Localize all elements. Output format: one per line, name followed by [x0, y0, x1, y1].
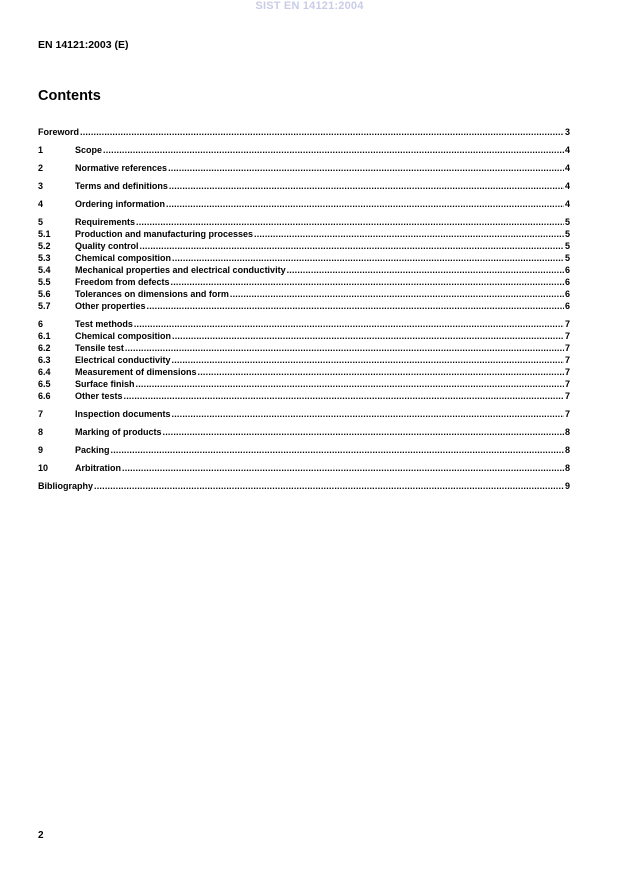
toc-entry-page: 6: [564, 277, 570, 287]
toc-entry-page: 7: [564, 331, 570, 341]
toc-entry-number: 1: [38, 145, 44, 155]
toc-entry-number: 4: [38, 199, 44, 209]
toc-entry-page: 7: [564, 355, 570, 365]
toc-entry-number: 9: [38, 445, 44, 455]
toc-entry-title: Test methods: [75, 319, 133, 329]
toc-entry-number: 6.6: [38, 391, 51, 401]
toc-entry[interactable]: [38, 354, 570, 366]
toc-entry-page: 5: [564, 217, 570, 227]
toc-entry-title: Ordering information: [75, 199, 165, 209]
toc-entry-page: 6: [564, 301, 570, 311]
toc-dot-leader: [140, 240, 564, 252]
toc-entry[interactable]: [38, 264, 570, 276]
toc-entry[interactable]: [38, 426, 570, 438]
toc-dot-leader: [124, 390, 564, 402]
toc-entry-title: Freedom from defects: [75, 277, 170, 287]
toc-entry-title: Chemical composition: [75, 331, 172, 341]
toc-entry-number: 6.3: [38, 355, 51, 365]
toc-entry[interactable]: [38, 228, 570, 240]
toc-dot-leader: [103, 144, 564, 156]
toc-entry[interactable]: [38, 276, 570, 288]
toc-entry-title: Tolerances on dimensions and form: [75, 289, 229, 299]
toc-entry-page: 5: [564, 241, 570, 251]
toc-dot-leader: [125, 342, 564, 354]
toc-entry[interactable]: [38, 390, 570, 402]
toc-entry-title: Tensile test: [75, 343, 124, 353]
toc-entry-title: Electrical conductivity: [75, 355, 171, 365]
toc-entry-page: 7: [564, 379, 570, 389]
toc-dot-leader: [172, 330, 564, 342]
toc-entry-number: 6: [38, 319, 44, 329]
toc-entry-number: 6.4: [38, 367, 51, 377]
toc-entry-title: Production and manufacturing processes: [75, 229, 254, 239]
toc-entry-number: 7: [38, 409, 44, 419]
toc-dot-leader: [166, 198, 564, 210]
toc-entry[interactable]: [38, 342, 570, 354]
toc-dot-leader: [134, 318, 564, 330]
toc-entry-number: 6.2: [38, 343, 51, 353]
toc-entry[interactable]: [38, 240, 570, 252]
toc-entry-page: 8: [564, 427, 570, 437]
toc-entry-title: Chemical composition: [75, 253, 172, 263]
toc-dot-leader: [254, 228, 564, 240]
toc-entry-number: 10: [38, 463, 49, 473]
toc-dot-leader: [122, 462, 564, 474]
toc-entry-number: 6.5: [38, 379, 51, 389]
toc-dot-leader: [171, 276, 564, 288]
toc-entry-number: 5.5: [38, 277, 51, 287]
toc-entry-page: 5: [564, 229, 570, 239]
toc-dot-leader: [147, 300, 564, 312]
toc-entry-title: Terms and definitions: [75, 181, 168, 191]
toc-entry[interactable]: [38, 330, 570, 342]
toc-entry-title: Foreword: [38, 127, 80, 137]
toc-dot-leader: [198, 366, 564, 378]
toc-entry-page: 7: [564, 343, 570, 353]
toc-dot-leader: [163, 426, 564, 438]
toc-entry-number: 5.2: [38, 241, 51, 251]
toc-entry-number: 5.7: [38, 301, 51, 311]
toc-entry-page: 5: [564, 253, 570, 263]
toc-entry[interactable]: [38, 126, 570, 138]
toc-entry-title: Marking of products: [75, 427, 162, 437]
toc-entry-page: 7: [564, 409, 570, 419]
toc-entry[interactable]: [38, 378, 570, 390]
toc-entry-number: 5: [38, 217, 44, 227]
toc-dot-leader: [172, 252, 564, 264]
page-title: Contents: [38, 88, 101, 104]
toc-entry-title: Scope: [75, 145, 103, 155]
toc-entry[interactable]: [38, 480, 570, 492]
toc-entry-page: 4: [564, 145, 570, 155]
toc-entry-number: 8: [38, 427, 44, 437]
toc-entry-page: 6: [564, 289, 570, 299]
toc-entry-title: Measurement of dimensions: [75, 367, 197, 377]
toc-entry-title: Surface finish: [75, 379, 135, 389]
toc-entry-title: Packing: [75, 445, 110, 455]
toc-entry-number: 5.4: [38, 265, 51, 275]
toc-entry-title: Inspection documents: [75, 409, 171, 419]
toc-entry-number: 2: [38, 163, 44, 173]
toc-dot-leader: [169, 180, 564, 192]
toc-entry-page: 8: [564, 463, 570, 473]
toc-entry-title: Quality control: [75, 241, 139, 251]
toc-entry-title: Normative references: [75, 163, 168, 173]
toc-entry-title: Requirements: [75, 217, 136, 227]
toc-entry[interactable]: [38, 462, 570, 474]
toc-dot-leader: [168, 162, 564, 174]
toc-entry[interactable]: [38, 144, 570, 156]
toc-entry[interactable]: [38, 300, 570, 312]
toc-dot-leader: [287, 264, 564, 276]
toc-entry[interactable]: [38, 252, 570, 264]
toc-entry[interactable]: [38, 444, 570, 456]
toc-entry-title: Arbitration: [75, 463, 121, 473]
toc-dot-leader: [94, 480, 564, 492]
toc-entry-number: 5.6: [38, 289, 51, 299]
toc-entry-page: 8: [564, 445, 570, 455]
toc-dot-leader: [172, 408, 564, 420]
toc-entry-number: 6.1: [38, 331, 51, 341]
toc-entry-title: Other properties: [75, 301, 146, 311]
toc-entry-page: 7: [564, 319, 570, 329]
toc-entry-page: 6: [564, 265, 570, 275]
toc-entry[interactable]: [38, 408, 570, 420]
watermark-text: SIST EN 14121:2004: [255, 0, 364, 12]
toc-dot-leader: [230, 288, 564, 300]
toc-dot-leader: [136, 216, 564, 228]
toc-dot-leader: [80, 126, 564, 138]
toc-dot-leader: [136, 378, 564, 390]
toc-entry[interactable]: [38, 288, 570, 300]
toc-dot-leader: [111, 444, 564, 456]
toc-entry-page: 4: [564, 199, 570, 209]
toc-entry-page: 4: [564, 163, 570, 173]
toc-entry[interactable]: [38, 366, 570, 378]
toc-entry[interactable]: [38, 162, 570, 174]
toc-entry[interactable]: [38, 216, 570, 228]
toc-entry-page: 3: [564, 127, 570, 137]
table-of-contents: [38, 126, 570, 492]
toc-entry-page: 9: [564, 481, 570, 491]
toc-entry[interactable]: [38, 198, 570, 210]
toc-entry-number: 5.3: [38, 253, 51, 263]
page-number: 2: [38, 830, 44, 841]
toc-entry-number: 3: [38, 181, 44, 191]
toc-entry-page: 4: [564, 181, 570, 191]
toc-entry-title: Bibliography: [38, 481, 94, 491]
toc-entry-page: 7: [564, 391, 570, 401]
toc-entry[interactable]: [38, 318, 570, 330]
document-id-header: EN 14121:2003 (E): [38, 39, 129, 51]
toc-entry-page: 7: [564, 367, 570, 377]
toc-entry-number: 5.1: [38, 229, 51, 239]
toc-entry[interactable]: [38, 180, 570, 192]
toc-entry-title: Other tests: [75, 391, 123, 401]
toc-entry-title: Mechanical properties and electrical conductivity: [75, 265, 286, 275]
toc-dot-leader: [172, 354, 564, 366]
